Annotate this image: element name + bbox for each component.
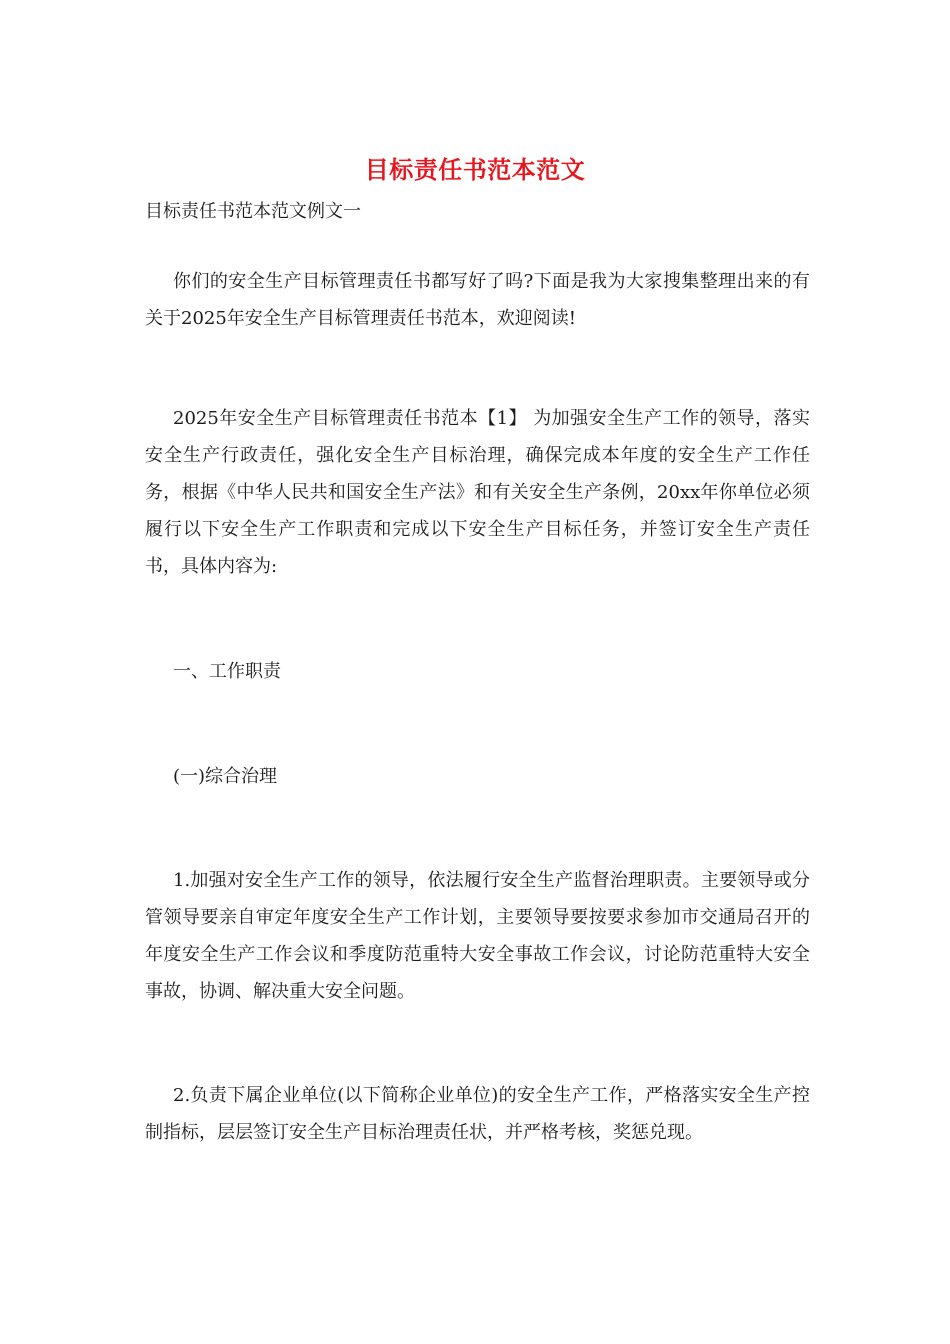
heading-work-duties: 一、工作职责 (173, 661, 281, 682)
heading-comprehensive-management: (一)综合治理 (173, 766, 278, 787)
paragraph-intro: 你们的安全生产目标管理责任书都写好了吗?下面是我为大家搜集整理出来的有关于2025年安全生产目标管理责任书范本，欢迎阅读! (145, 271, 810, 329)
paragraph-item-2: 2.负责下属企业单位(以下简称企业单位)的安全生产工作，严格落实安全生产控制指标，层层签订安全生产目标治理责任状，并严格考核，奖惩兑现。 (145, 1085, 810, 1143)
paragraph-sample-1: 2025年安全生产目标管理责任书范本【1】 为加强安全生产工作的领导，落实安全生产行政责任，强化安全生产目标治理，确保完成本年度的安全生产工作任务，根据《中华人民共和国安全生产法》和有关安全生产条例，20xx年你单位必须履行以下安全生产工作职责和完成以下安全生产目标任务，并签订安全生产责任书，具体内容为: (145, 408, 810, 577)
document-subtitle: 目标责任书范本范文例文一 (145, 201, 361, 222)
paragraph-item-1: 1.加强对安全生产工作的领导，依法履行安全生产监督治理职责。主要领导或分管领导要亲自审定年度安全生产工作计划，主要领导要按要求参加市交通局召开的年度安全生产工作会议和季度防范重特大安全事故工作会议，讨论防范重特大安全事故，协调、解决重大安全问题。 (145, 870, 810, 1002)
document-title: 目标责任书范本范文 (364, 155, 586, 184)
